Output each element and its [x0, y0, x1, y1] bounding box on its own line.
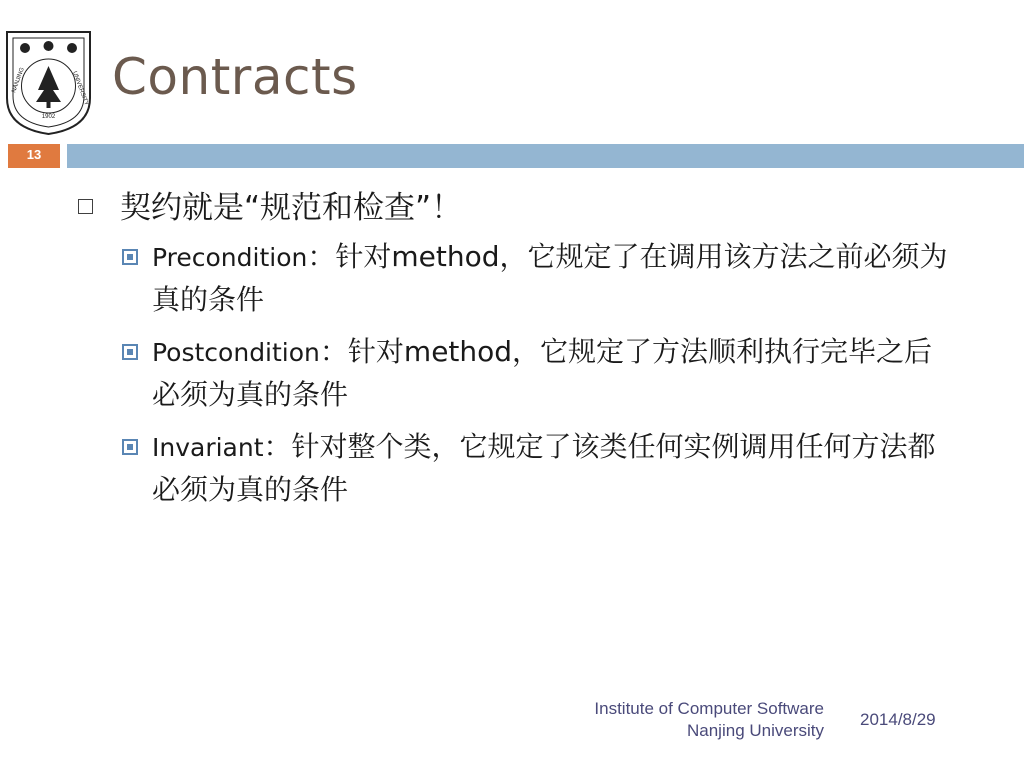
- bullet-level1: [78, 186, 978, 230]
- footer-date: 2014/8/29: [860, 710, 936, 729]
- svg-text:UNIVERSITY: UNIVERSITY: [71, 70, 90, 107]
- bullet-precondition: [122, 236, 952, 321]
- bullet-term: Invariant: [152, 433, 264, 462]
- filled-square-bullet-icon: [122, 249, 138, 265]
- page-number-badge: 13: [8, 144, 60, 168]
- filled-square-bullet-icon: [122, 344, 138, 360]
- bullet-term: Precondition: [152, 243, 308, 272]
- bullet-text: 针对method，它规定了方法顺利执行完毕之后必须为真的条件: [152, 335, 933, 411]
- bullet-invariant: [122, 426, 952, 511]
- filled-square-bullet-icon: [122, 439, 138, 455]
- slide-content: [78, 186, 978, 521]
- footer-institute-line2: Nanjing University: [687, 721, 824, 740]
- bullet-text: 契约就是“规范和检查”！: [120, 190, 463, 226]
- bullet-separator: ：: [307, 240, 336, 273]
- bullet-term: Postcondition: [152, 338, 320, 367]
- svg-text:1902: 1902: [41, 114, 56, 120]
- svg-text:NANJING: NANJING: [11, 66, 26, 94]
- bullet-postcondition: [122, 331, 952, 416]
- bullet-separator: ：: [263, 430, 292, 463]
- bullet-text: 针对method，它规定了在调用该方法之前必须为真的条件: [152, 240, 948, 316]
- square-bullet-icon: [78, 199, 93, 214]
- title-accent-bar: [67, 144, 1024, 168]
- bullet-text: 针对整个类，它规定了该类任何实例调用任何方法都必须为真的条件: [152, 430, 936, 506]
- footer-institute: [480, 698, 824, 742]
- university-logo: [3, 28, 94, 137]
- bullet-separator: ：: [319, 335, 348, 368]
- footer-institute-line1: Institute of Computer Software: [594, 699, 824, 718]
- slide-title: Contracts: [112, 48, 358, 106]
